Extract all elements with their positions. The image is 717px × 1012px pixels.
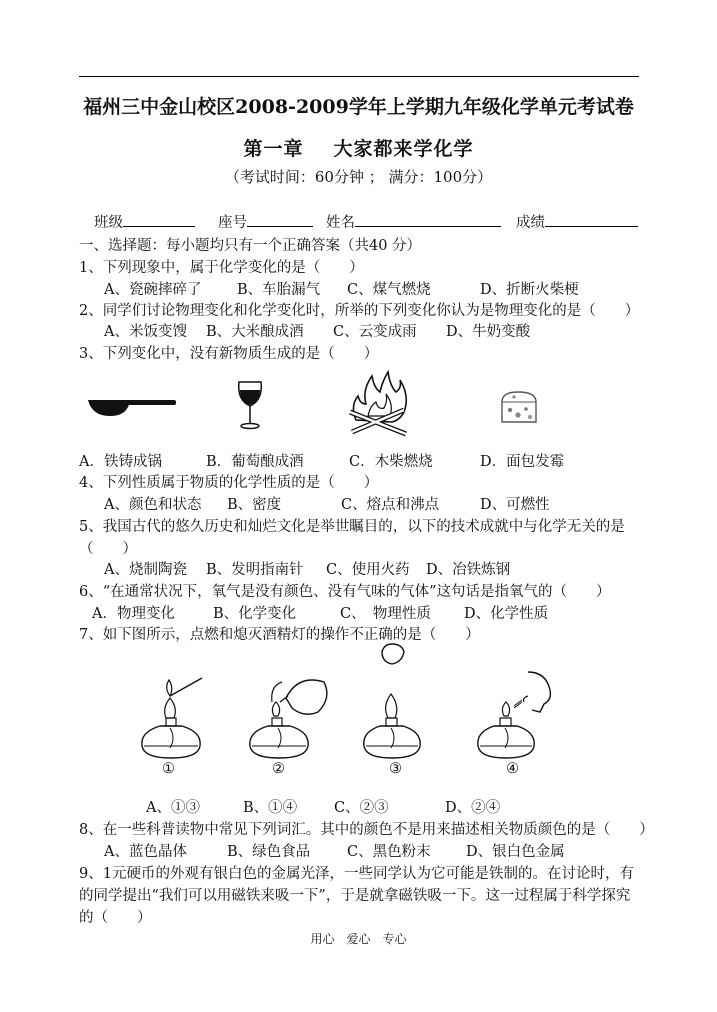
q3-option-b[interactable]: B．葡萄酿成酒	[206, 454, 304, 470]
q1-stem: 1、下列现象中，属于化学变化的是（ ）	[79, 260, 364, 276]
class-field	[94, 211, 195, 232]
q6-option-b[interactable]: B、化学变化	[213, 606, 297, 622]
q9-line1: 9、1元硬币的外观有银白色的金属光泽，一些同学认为它可能是铁制的。在讨论时，有	[79, 866, 634, 882]
page-footer: 用心 爱心 专心	[310, 932, 407, 946]
q1-option-a[interactable]: A、瓷碗摔碎了	[104, 282, 202, 298]
q6-option-a[interactable]: A．物理变化	[92, 606, 175, 622]
burning-firewood-icon	[344, 368, 414, 440]
seat-label: 座号	[218, 215, 247, 231]
q7-stem: 7、如下图所示，点燃和熄灭酒精灯的操作不正确的是（ ）	[79, 627, 480, 643]
q3-option-d[interactable]: D．面包发霉	[480, 454, 565, 470]
q2-option-a[interactable]: A、米饭变馊	[104, 324, 187, 340]
q5-option-a[interactable]: A、烧制陶瓷	[104, 562, 187, 578]
q2-option-d[interactable]: D、牛奶变酸	[446, 324, 531, 340]
class-blank[interactable]	[123, 212, 195, 227]
q7-label-4: ④	[506, 761, 519, 777]
name-blank[interactable]	[355, 212, 501, 227]
exam-title: 福州三中金山校区2008-2009学年上学期九年级化学单元考试卷	[83, 96, 634, 118]
q5-stem-line1: 5、我国古代的悠久历史和灿烂文化是举世瞩目的，以下的技术成就中与化学无关的是	[79, 519, 625, 535]
q7-label-2: ②	[272, 761, 285, 777]
q9-line3: 的（ ）	[79, 910, 152, 926]
q7-label-1: ①	[162, 761, 175, 777]
name-field	[326, 211, 501, 232]
chapter-number: 第一章	[243, 138, 304, 160]
header-rule	[79, 76, 639, 77]
section-heading: 一、选择题：每小题均只有一个正确答案（共40 分）	[79, 238, 422, 254]
q2-option-b[interactable]: B、大米酿成酒	[206, 324, 304, 340]
q4-option-a[interactable]: A、颜色和状态	[104, 497, 202, 513]
alcohol-lamp-lit-from-another-lamp-icon	[248, 668, 334, 764]
q5-stem-line2: （ ）	[79, 541, 137, 557]
class-label: 班级	[94, 215, 123, 231]
chapter-name: 大家都来学化学	[333, 138, 474, 160]
q7-option-c[interactable]: C、②③	[334, 800, 389, 816]
q2-option-c[interactable]: C、云变成雨	[333, 324, 417, 340]
alcohol-lamp-blown-out-icon	[474, 668, 558, 764]
q5-option-b[interactable]: B、发明指南针	[206, 562, 304, 578]
q2-stem: 2、同学们讨论物理变化和化学变化时，所举的下列变化你认为是物理变化的是（ ）	[79, 303, 640, 319]
alcohol-lamp-capped-icon	[362, 640, 422, 764]
q8-option-a[interactable]: A、蓝色晶体	[104, 844, 187, 860]
q6-stem: 6、“在通常状况下，氧气是没有颜色、没有气味的气体”这句话是指氧气的（ ）	[79, 584, 611, 600]
name-label: 姓名	[326, 215, 355, 231]
q3-option-a[interactable]: A．铁铸成锅	[79, 454, 162, 470]
q9-line2: 的同学提出“我们可以用磁铁来吸一下”，于是就拿磁铁吸一下。这一过程属于科学探究	[79, 888, 631, 904]
q7-label-3: ③	[389, 761, 402, 777]
moldy-bread-icon	[498, 388, 540, 428]
q4-stem: 4、下列性质属于物质的化学性质的是（ ）	[79, 475, 379, 491]
q6-option-d[interactable]: D、化学性质	[464, 606, 549, 622]
score-blank[interactable]	[545, 212, 638, 227]
q1-option-c[interactable]: C、煤气燃烧	[347, 282, 431, 298]
alcohol-lamp-lit-with-match-icon	[136, 674, 212, 764]
q4-option-c[interactable]: C、熔点和沸点	[341, 497, 440, 513]
q3-stem: 3、下列变化中，没有新物质生成的是（ ）	[79, 346, 379, 362]
frying-pan-icon	[86, 392, 178, 426]
q3-option-c[interactable]: C．木柴燃烧	[349, 454, 433, 470]
exam-info: （考试时间：60分钟 ； 满分：100分）	[224, 168, 493, 186]
q8-option-d[interactable]: D、银白色金属	[466, 844, 565, 860]
q8-option-c[interactable]: C、黑色粉末	[347, 844, 431, 860]
q7-option-a[interactable]: A、①③	[146, 800, 200, 816]
chapter-title	[0, 134, 717, 161]
q6-option-c[interactable]: C、 物理性质	[340, 606, 431, 622]
seat-field	[218, 211, 313, 232]
q7-option-d[interactable]: D、②④	[445, 800, 501, 816]
q5-option-d[interactable]: D、冶铁炼钢	[426, 562, 511, 578]
score-label: 成绩	[516, 215, 545, 231]
q1-option-d[interactable]: D、折断火柴梗	[480, 282, 579, 298]
q1-option-b[interactable]: B、车胎漏气	[237, 282, 321, 298]
wine-glass-icon	[236, 380, 264, 430]
score-field	[516, 211, 638, 232]
q8-option-b[interactable]: B、绿色食品	[227, 844, 311, 860]
q7-option-b[interactable]: B、①④	[243, 800, 298, 816]
q4-option-b[interactable]: B、密度	[227, 497, 282, 513]
seat-blank[interactable]	[247, 212, 313, 227]
q5-option-c[interactable]: C、使用火药	[326, 562, 410, 578]
q4-option-d[interactable]: D、可燃性	[480, 497, 550, 513]
q8-stem: 8、在一些科普读物中常见下列词汇。其中的颜色不是用来描述相关物质颜色的是（ ）	[79, 822, 654, 838]
